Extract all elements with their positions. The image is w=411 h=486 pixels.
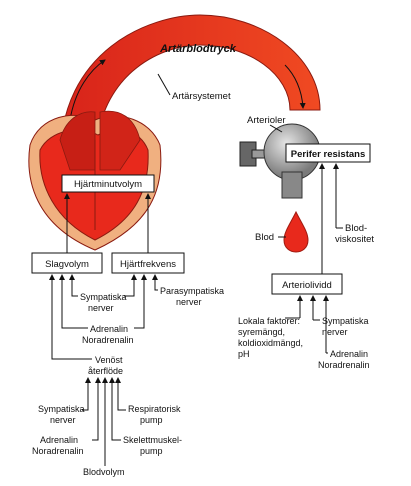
local-factors-label-1: Lokala faktorer: [238,316,301,326]
heart-rate-label: Hjärtfrekvens [120,259,176,270]
arteriole-diameter-label: Arteriolividd [282,280,332,291]
blood-viscosity-label-1: Blod- [345,223,368,234]
parasympathetic-label-1: Parasympatiska [160,286,225,296]
sympathetic-mid-label-1: Sympatiska [80,292,127,302]
adrenaline-mid-label-2: Noradrenalin [82,335,134,345]
stroke-volume-label: Slagvolym [45,259,89,270]
cardiac-output-label: Hjärtminutvolym [73,179,143,190]
adrenaline-right-label-2: Noradrenalin [318,360,370,370]
adrenaline-bottom-label-2: Noradrenalin [32,446,84,456]
respiratory-pump-label-1: Respiratorisk [128,404,181,414]
arterial-system-label: Artärsystemet [172,91,231,102]
blood-volume-label: Blodvolym [83,467,125,477]
sympathetic-bottom-label-1: Sympatiska [38,404,85,414]
arc-title: Artärblodtryck [160,43,236,55]
parasympathetic-label-2: nerver [176,297,202,307]
local-factors-label-3: koldioxidmängd, [238,338,304,348]
arterioles-label: Arterioler [247,115,286,126]
blood-drop-icon [284,212,308,252]
sympathetic-right-label-1: Sympatiska [322,316,369,326]
adrenaline-bottom-label-1: Adrenalin [40,435,79,445]
arrow-adr-bottom [92,378,98,440]
arrow-adr-mid-hr [134,275,144,328]
blood-viscosity-label-2: viskositet [335,234,375,245]
leader-arterial [158,74,170,95]
skeletal-pump-label-1: Skelettmuskel- [123,435,183,445]
adrenaline-right-label-1: Adrenalin [330,349,369,359]
arrow-skeletal-pump [112,378,121,440]
respiratory-pump-label-2: pump [140,415,163,425]
venous-return-label-2: återflöde [88,366,124,376]
local-factors-label-2: syremängd, [238,327,286,337]
venous-return-label-1: Venöst [95,355,123,365]
arrow-symp-mid-sv [72,275,78,296]
adrenaline-mid-label-1: Adrenalin [90,324,129,334]
sympathetic-mid-label-2: nerver [88,303,114,313]
peripheral-resistance-label: Perifer resistans [290,149,366,160]
arrow-resp-pump [118,378,126,410]
sympathetic-bottom-label-2: nerver [50,415,76,425]
arrow-parasymp [155,275,158,290]
skeletal-pump-label-2: pump [140,446,163,456]
blood-label: Blod [255,232,275,243]
local-factors-label-4: pH [238,349,250,359]
sympathetic-right-label-2: nerver [322,327,348,337]
